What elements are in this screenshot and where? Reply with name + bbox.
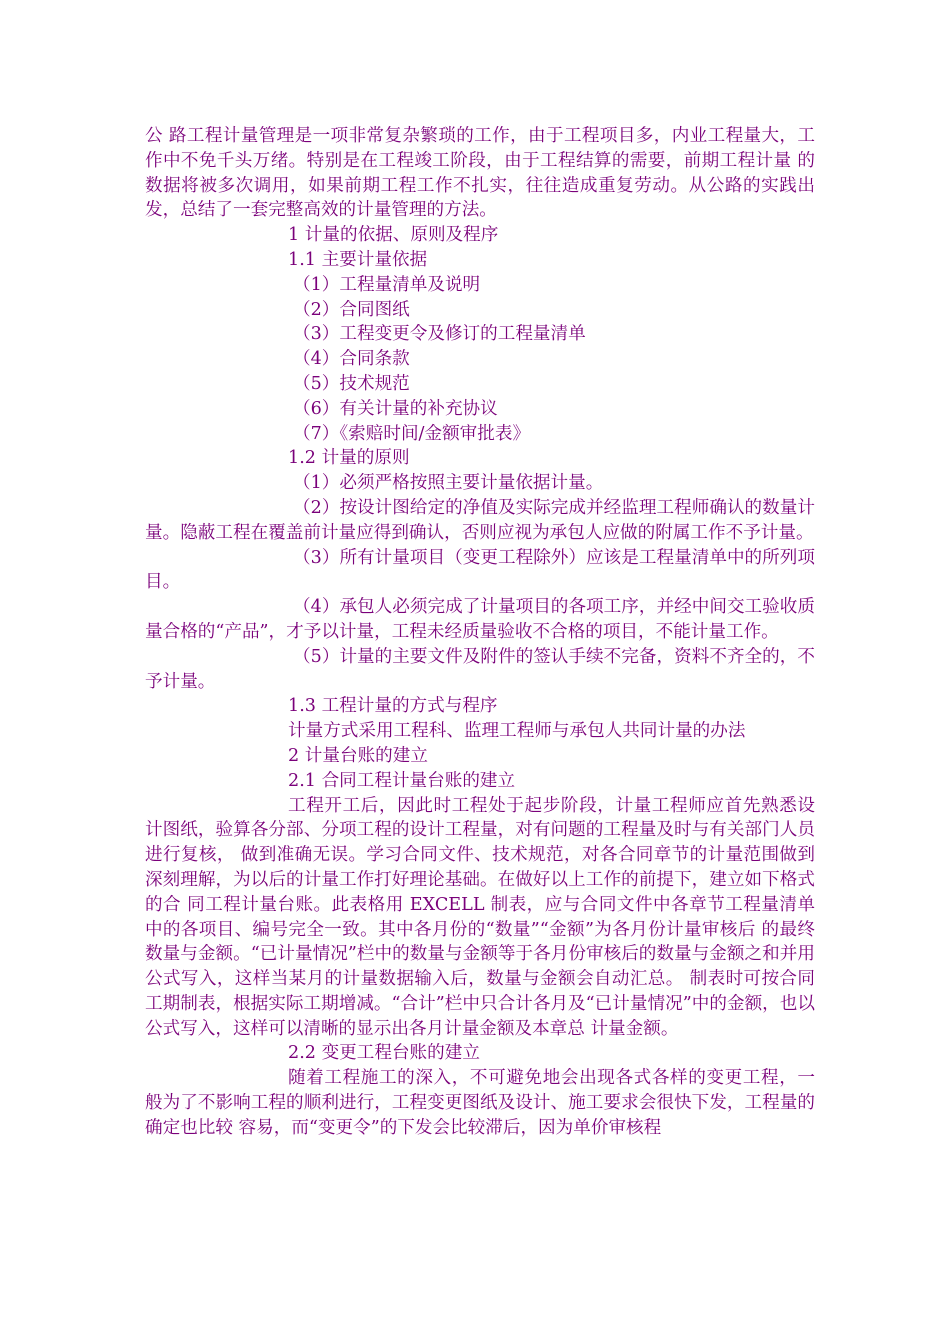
- section-heading-2: 2 计量台账的建立: [288, 745, 428, 766]
- list-item-basis-2: （2）合同图纸: [293, 299, 410, 320]
- list-item-basis-6: （6）有关计量的补充协议: [293, 398, 498, 419]
- principle-item-4: （4）承包人必须完成了计量项目的各项工序，并经中间交工验收质量合格的“产品”，才予以计量，工程未经质量验收不合格的项目，不能计量工作。: [145, 597, 815, 642]
- subsection-heading-1-3: 1.3 工程计量的方式与程序: [288, 696, 498, 717]
- measurement-method-text: 计量方式采用工程科、监理工程师与承包人共同计量的办法: [288, 721, 746, 742]
- intro-paragraph: 公 路工程计量管理是一项非常复杂繁琐的工作，由于工程项目多，内业工程量大，工作中不免千头万绪。特别是在工程竣工阶段，由于工程结算的需要，前期工程计量 的数据将被多次调用，如果前期工程工作不扎实，往往造成重复劳动。从公路的实践出发，总结了一套完整高效的计量管理的方法。: [145, 126, 815, 221]
- list-item-basis-4: （4）合同条款: [293, 349, 410, 370]
- ledger-setup-paragraph: 工程开工后，因此时工程处于起步阶段，计量工程师应首先熟悉设计图纸，验算各分部、分项工程的设计工程量，对有问题的工程量及时与有关部门人员进行复核， 做到准确无误。学习合同文件、技术规范，对各合同章节的计量范围做到深刻理解，为以后的计量工作打好理论基础。在做好以上工作的前提下，建立如下格式的合 同工程计量台账。此表格用 EXCELL 制表，应与合同文件中各章节工程量清单中的各项目、编号完全一致。其中各月份的“数量”“金额”为各月份计量审核后 的最终数量与金额。“已计量情况”栏中的数量与金额等于各月份审核后的数量与金额之和并用公式写入，这样当某月的计量数据输入后，数量与金额会自动汇总。 制表时可按合同工期制表，根据实际工期增减。“合计”栏中只合计各月及“已计量情况”中的金额，也以公式写入，这样可以清晰的显示出各月计量金额及本章总 计量金额。: [145, 795, 815, 1039]
- section-heading-1: 1 计量的依据、原则及程序: [288, 225, 499, 246]
- document-body: [145, 124, 815, 1141]
- list-item-basis-1: （1）工程量清单及说明: [293, 274, 481, 295]
- principle-item-3: （3）所有计量项目（变更工程除外）应该是工程量清单中的所列项目。: [145, 547, 815, 593]
- list-item-basis-3: （3）工程变更令及修订的工程量清单: [293, 324, 586, 345]
- subsection-heading-1-2: 1.2 计量的原则: [288, 448, 410, 469]
- change-ledger-paragraph: 随着工程施工的深入，不可避免地会出现各式各样的变更工程，一般为了不影响工程的顺利进行，工程变更图纸及设计、施工要求会很快下发，工程量的确定也比较 容易，而“变更令”的下发会比较滞后，因为单价审核程: [145, 1068, 815, 1138]
- principle-item-5: （5）计量的主要文件及附件的签认手续不完备，资料不齐全的，不予计量。: [145, 646, 815, 692]
- list-item-basis-7: （7）《索赔时间/金额审批表》: [293, 423, 531, 444]
- list-item-basis-5: （5）技术规范: [293, 373, 410, 394]
- principle-item-2: （2）按设计图给定的净值及实际完成并经监理工程师确认的数量计量。隐蔽工程在覆盖前计量应得到确认，否则应视为承包人应做的附属工作不予计量。: [145, 497, 815, 543]
- subsection-heading-2-2: 2.2 变更工程台账的建立: [288, 1043, 480, 1064]
- subsection-heading-2-1: 2.1 合同工程计量台账的建立: [288, 770, 516, 791]
- subsection-heading-1-1: 1.1 主要计量依据: [288, 249, 428, 270]
- principle-item-1: （1）必须严格按照主要计量依据计量。: [293, 473, 604, 494]
